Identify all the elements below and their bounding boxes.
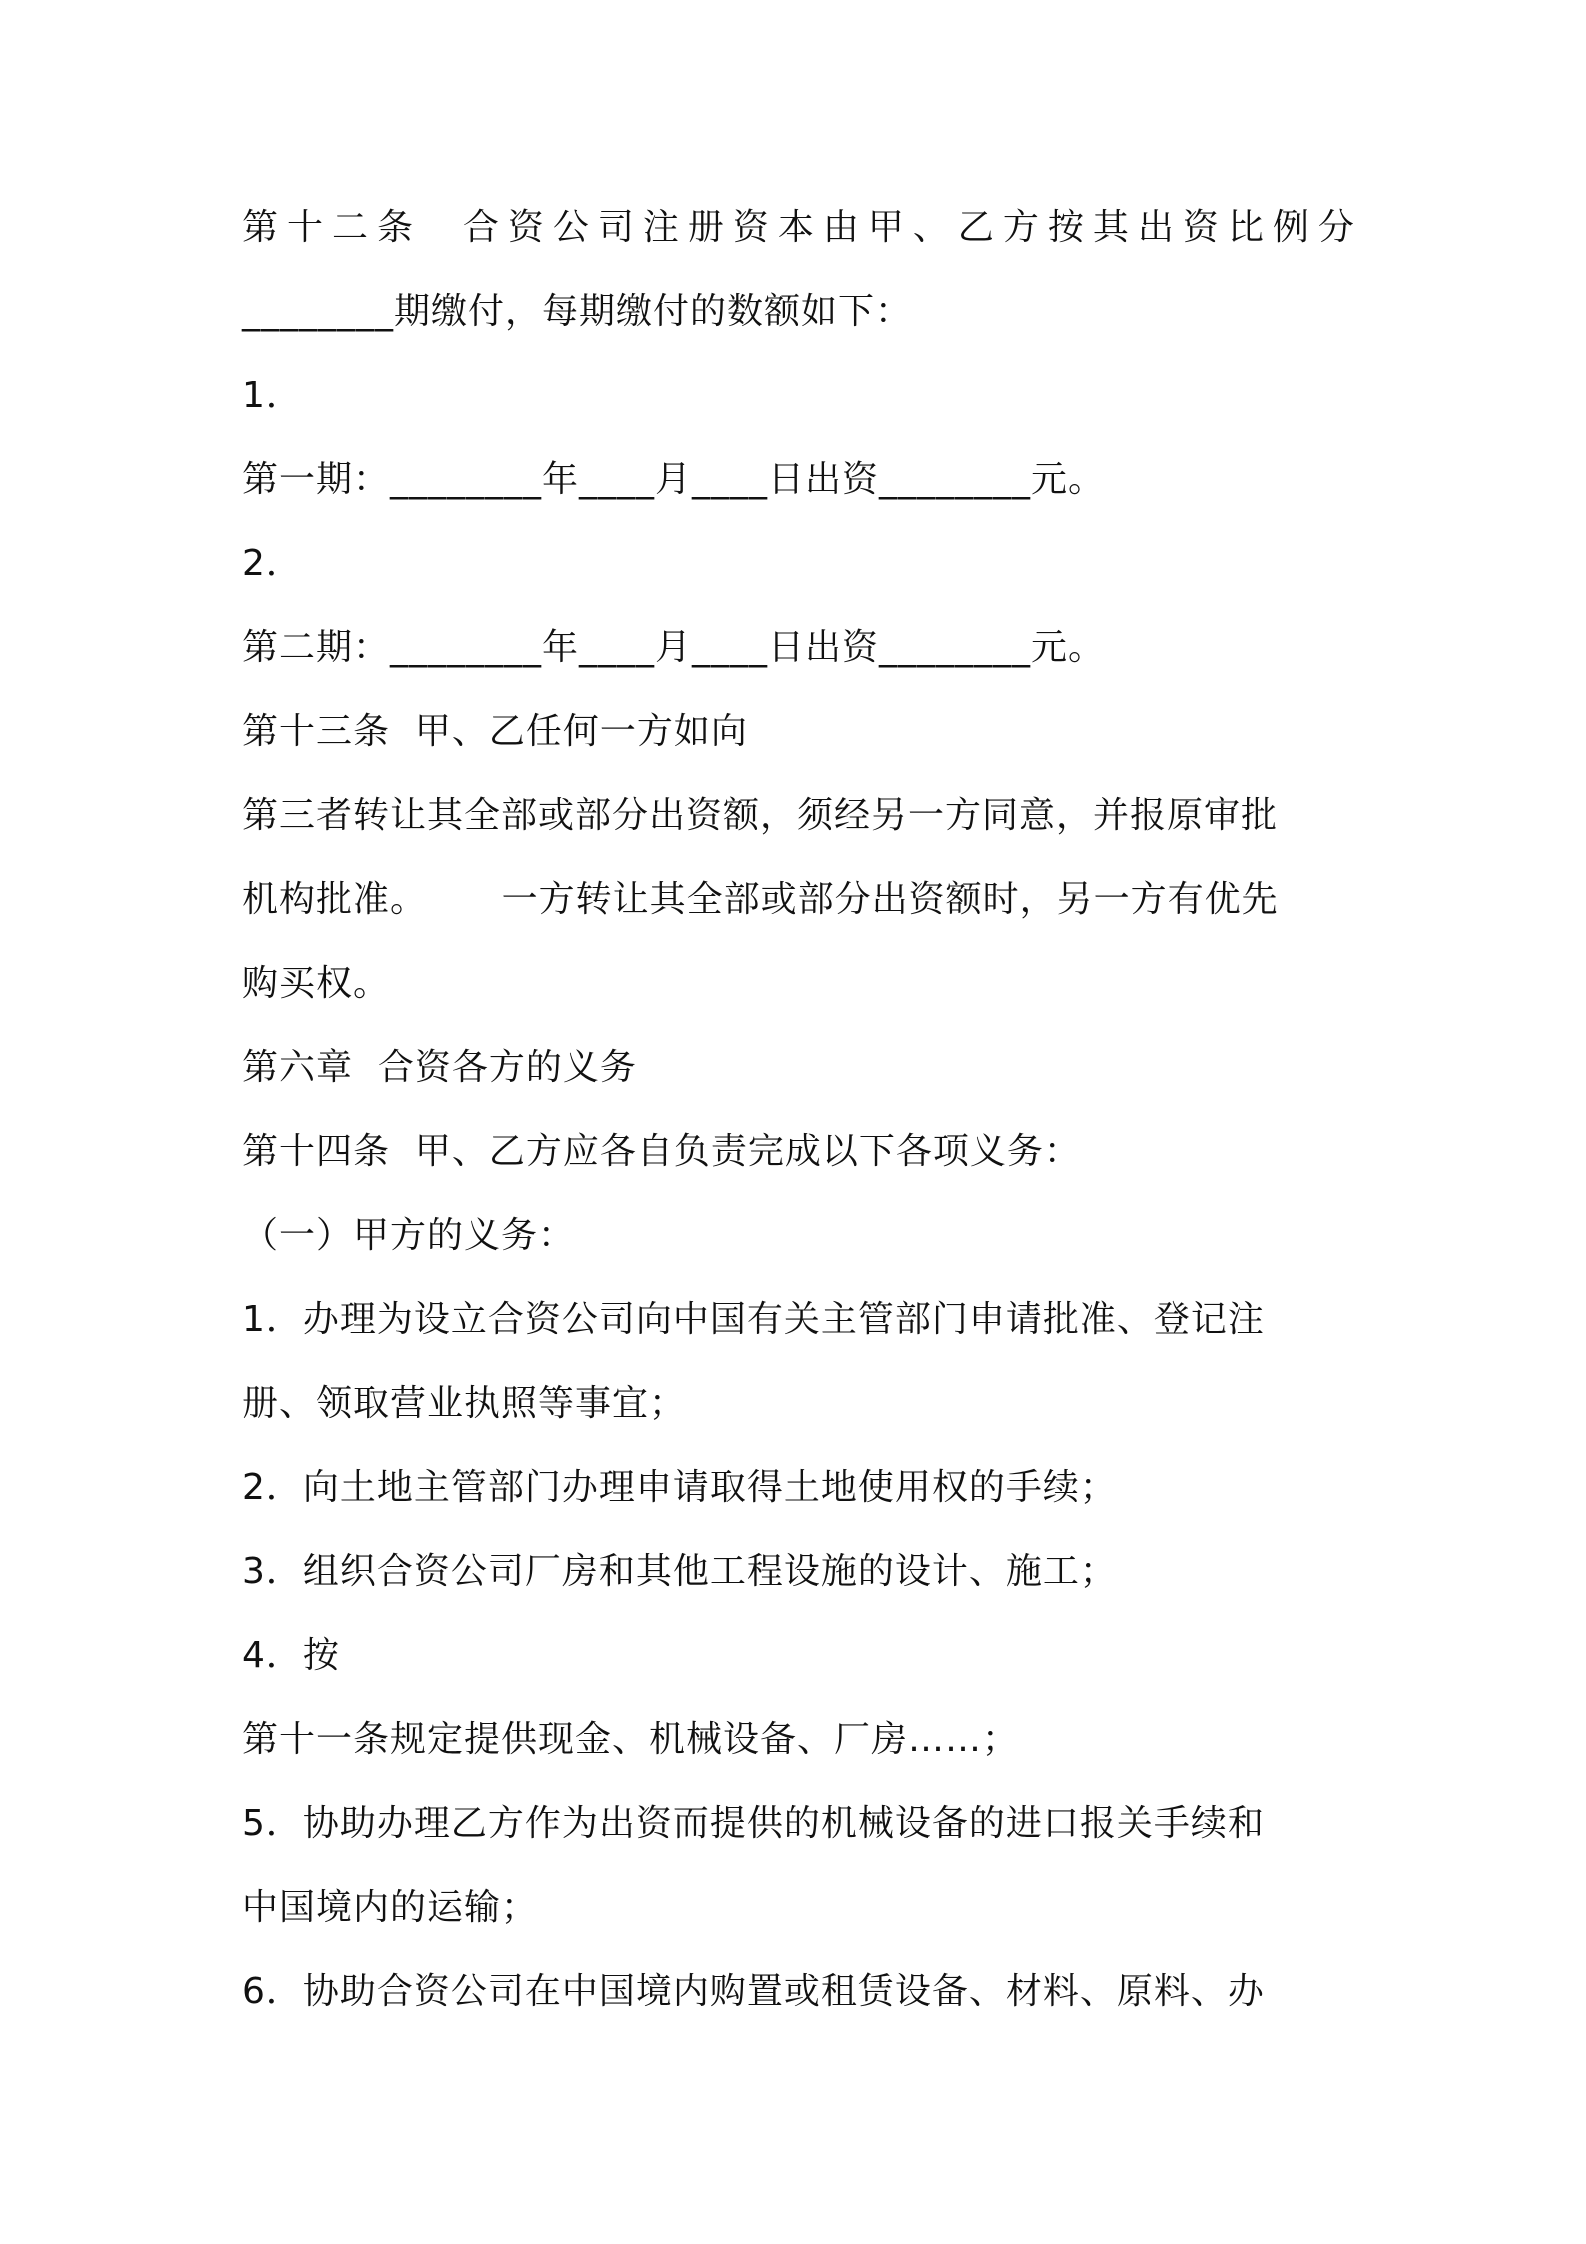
list-item-number: 2． bbox=[242, 543, 303, 584]
obligation-item-5-cont: 中国境内的运输； bbox=[242, 1887, 539, 1928]
article-12-heading: 第十二条 合资公司注册资本由甲、乙方按其出资比例分 bbox=[242, 207, 1363, 248]
obligation-item-2: 2．向土地主管部门办理申请取得土地使用权的手续； bbox=[242, 1467, 1117, 1508]
article-13-text: 购买权。 bbox=[242, 963, 391, 1004]
installment-line-2: 第二期：________年____月____日出资________元。 bbox=[242, 627, 1106, 668]
obligation-item-6: 6．协助合资公司在中国境内购置或租赁设备、材料、原料、办 bbox=[242, 1971, 1265, 2012]
obligation-item-1: 1．办理为设立合资公司向中国有关主管部门申请批准、登记注 bbox=[242, 1299, 1265, 1340]
chapter-6-heading: 第六章 合资各方的义务 bbox=[242, 1047, 637, 1088]
article-12-text: ________期缴付，每期缴付的数额如下： bbox=[242, 291, 913, 332]
article-13-heading: 第十三条 甲、乙任何一方如向 bbox=[242, 711, 748, 752]
article-13-text: 机构批准。 一方转让其全部或部分出资额时，另一方有优先 bbox=[242, 879, 1279, 920]
obligation-item-1-cont: 册、领取营业执照等事宜； bbox=[242, 1383, 687, 1424]
obligation-item-5: 5．协助办理乙方作为出资而提供的机械设备的进口报关手续和 bbox=[242, 1803, 1265, 1844]
installment-line-1: 第一期：________年____月____日出资________元。 bbox=[242, 459, 1106, 500]
obligation-item-3: 3．组织合资公司厂房和其他工程设施的设计、施工； bbox=[242, 1551, 1117, 1592]
list-item-number: 1． bbox=[242, 375, 303, 416]
obligation-item-4: 4．按 bbox=[242, 1635, 340, 1676]
party-a-obligations-heading: （一）甲方的义务： bbox=[242, 1215, 576, 1256]
obligation-item-4-cont: 第十一条规定提供现金、机械设备、厂房……； bbox=[242, 1719, 1020, 1760]
article-13-text: 第三者转让其全部或部分出资额，须经另一方同意，并报原审批 bbox=[242, 795, 1279, 836]
article-14-heading: 第十四条 甲、乙方应各自负责完成以下各项义务： bbox=[242, 1131, 1081, 1172]
